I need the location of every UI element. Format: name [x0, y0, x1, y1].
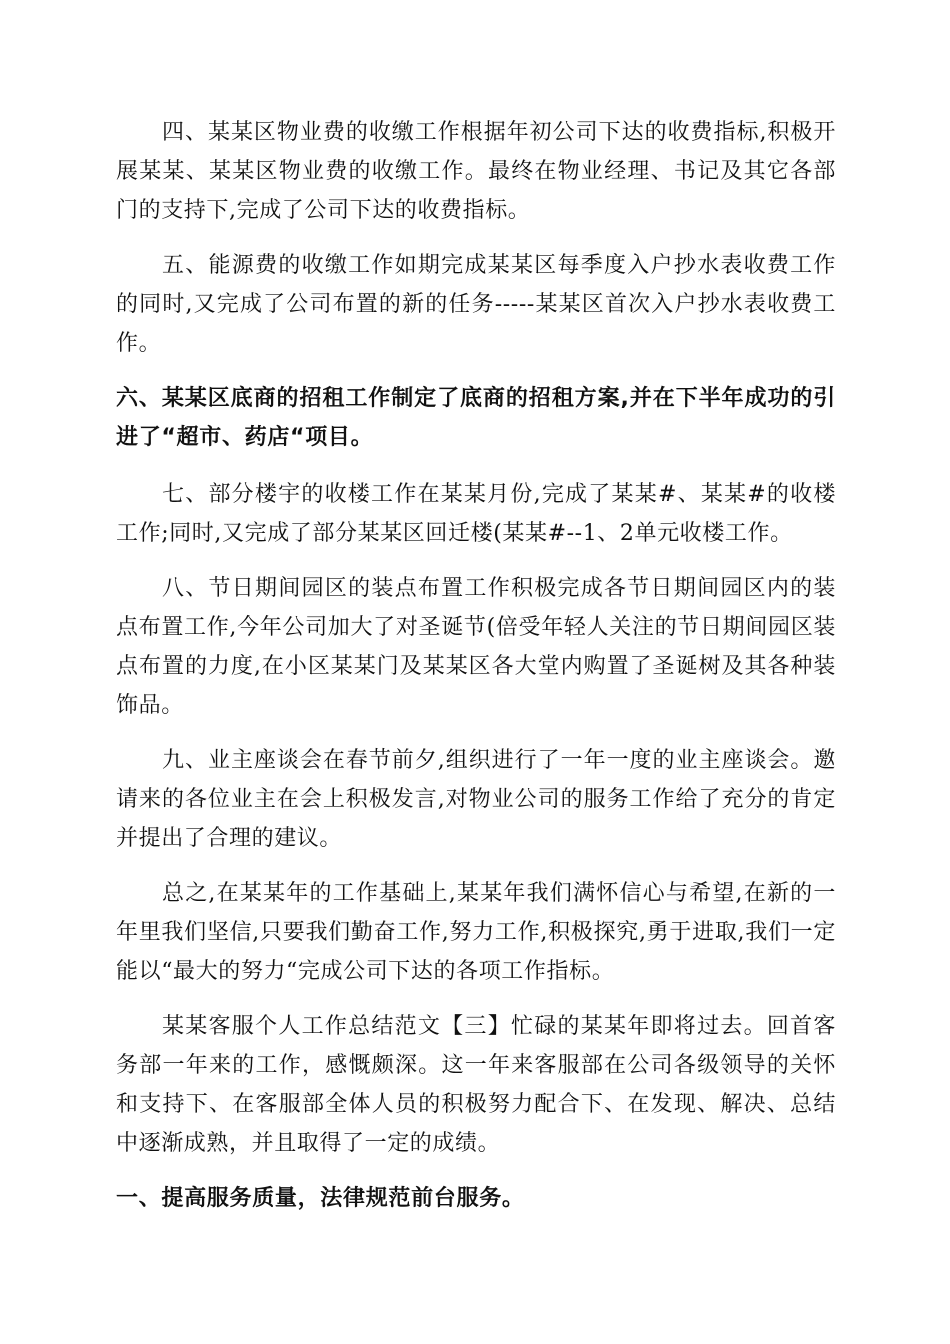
paragraph-spacer	[116, 230, 836, 246]
heading-service-quality: 一、提高服务质量，法律规范前台服务。	[116, 1186, 525, 1211]
paragraph-spacer	[116, 725, 836, 741]
paragraph-spacer	[116, 991, 836, 1007]
paragraph-summary: 总之,在某某年的工作基础上,某某年我们满怀信心与希望,在新的一年里我们坚信,只要我们勤奋工作,努力工作,积极探究,勇于进取,我们一定能以“最大的努力“完成公司下达的各项工作指标。	[116, 881, 836, 984]
paragraph-spacer	[116, 457, 836, 475]
paragraph-spacer	[116, 363, 836, 379]
heading-retail-leasing: 六、某某区底商的招租工作制定了底商的招租方案,并在下半年成功的引进了“超市、药店“项目。	[116, 386, 836, 450]
paragraph-energy-fee: 五、能源费的收缴工作如期完成某某区每季度入户抄水表收费工作的同时,又完成了公司布置的新的任务-----某某区首次入户抄水表收费工作。	[116, 253, 836, 356]
paragraph-spacer	[116, 858, 836, 874]
paragraph-customer-service-intro: 某某客服个人工作总结范文【三】忙碌的某某年即将过去。回首客务部一年来的工作，感慨颇深。这一年来客服部在公司各级领导的关怀和支持下、在客服部全体人员的积极努力配合下、在发现、解决、总结中逐渐成熟，并且取得了一定的成绩。	[116, 1014, 836, 1156]
paragraph-owner-forum: 九、业主座谈会在春节前夕,组织进行了一年一度的业主座谈会。邀请来的各位业主在会上积极发言,对物业公司的服务工作给了充分的肯定并提出了合理的建议。	[116, 748, 836, 851]
paragraph-spacer	[116, 553, 836, 569]
paragraph-holiday-decoration: 八、节日期间园区的装点布置工作积极完成各节日期间园区内的装点布置工作,今年公司加大了对圣诞节(倍受年轻人关注的节日期间园区装点布置的力度,在小区某某门及某某区各大堂内购置了圣诞树及其各种装饰品。	[116, 576, 836, 718]
paragraph-spacer	[116, 1163, 836, 1179]
paragraph-property-fee: 四、某某区物业费的收缴工作根据年初公司下达的收费指标,积极开展某某、某某区物业费的收缴工作。最终在物业经理、书记及其它各部门的支持下,完成了公司下达的收费指标。	[116, 120, 836, 223]
document-body	[116, 113, 836, 1218]
paragraph-building-handover: 七、部分楼宇的收楼工作在某某月份,完成了某某#、某某#的收楼工作;同时,又完成了部分某某区回迁楼(某某#--1、2单元收楼工作。	[116, 482, 836, 546]
